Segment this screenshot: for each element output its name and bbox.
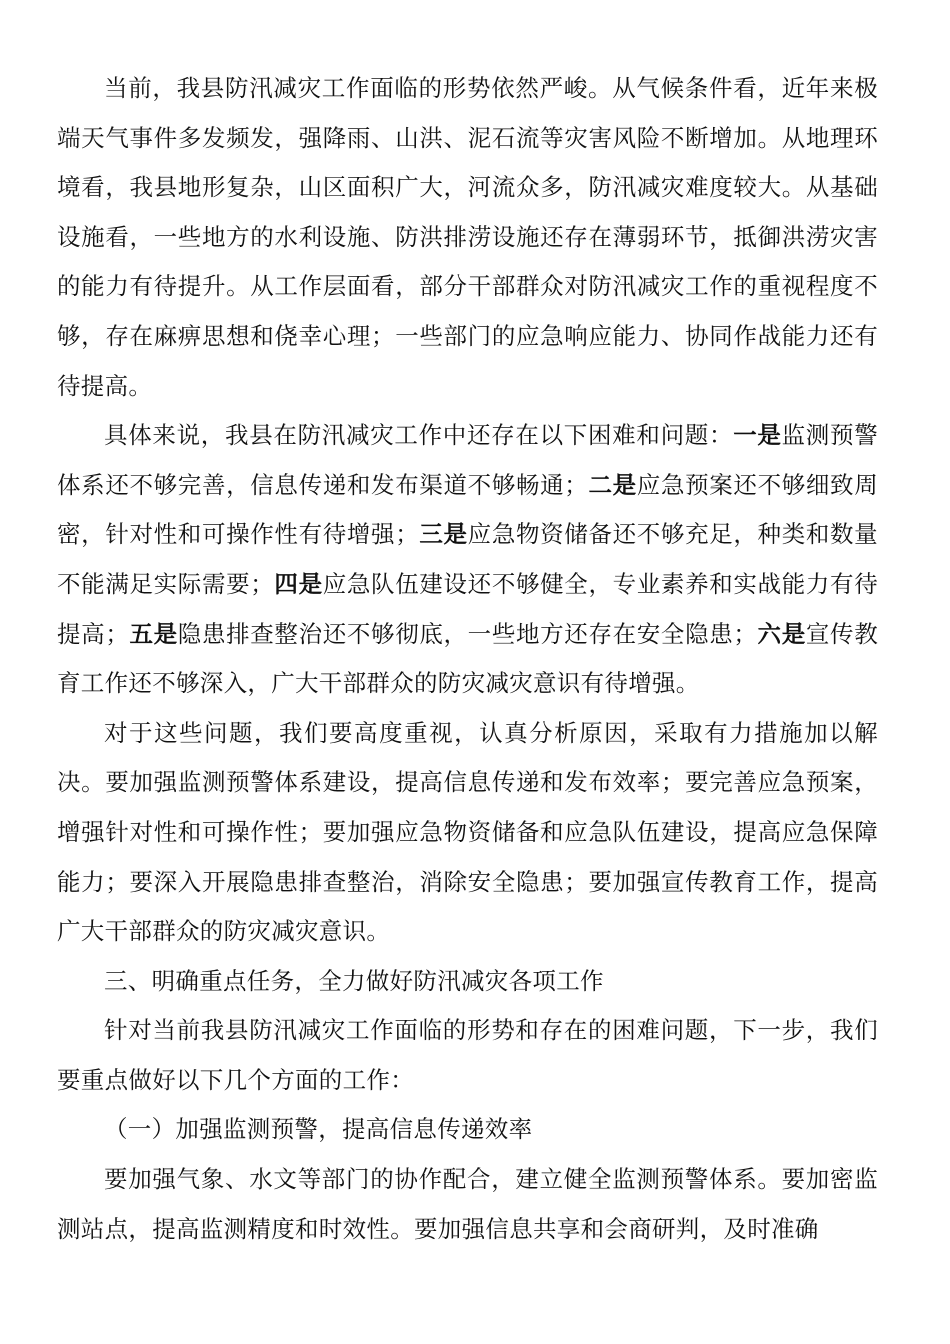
subheading-monitoring: （一）加强监测预警，提高信息传递效率	[104, 1115, 533, 1144]
document-body	[57, 64, 878, 1254]
problem-marker-2: 二是	[588, 470, 637, 499]
problem-marker-5: 五是	[129, 619, 178, 648]
paragraph-problems	[57, 411, 878, 709]
paragraph-situation: 当前，我县防汛减灾工作面临的形势依然严峻。从气候条件看，近年来极端天气事件多发频发，强降雨、山洪、泥石流等灾害风险不断增加。从地理环境看，我县地形复杂，山区面积广大，河流众多，防汛减灾难度较大。从基础设施看，一些地方的水利设施、防洪排涝设施还存在薄弱环节，抵御洪涝灾害的能力有待提升。从工作层面看，部分干部群众对防汛减灾工作的重视程度不够，存在麻痹思想和侥幸心理；一些部门的应急响应能力、协同作战能力还有待提高。	[57, 74, 878, 400]
problem-marker-6: 六是	[757, 619, 806, 648]
paragraph-solutions: 对于这些问题，我们要高度重视，认真分析原因，采取有力措施加以解决。要加强监测预警体系建设，提高信息传递和发布效率；要完善应急预案，增强针对性和可操作性；要加强应急物资储备和应急队伍建设，提高应急保障能力；要深入开展隐患排查整治，消除安全隐患；要加强宣传教育工作，提高广大干部群众的防灾减灾意识。	[57, 718, 878, 946]
problems-intro: 具体来说，我县在防汛减灾工作中还存在以下困难和问题：	[104, 421, 734, 450]
problem-text-4: 应急队伍建设还不够健全，专业素养和实战能力有待提高；	[57, 569, 878, 648]
problem-text-6: 宣传教育工作还不够深入，广大干部群众的防灾减灾意识有待增强。	[57, 619, 878, 698]
problem-text-1: 监测预警体系还不够完善，信息传递和发布渠道不够畅通；	[57, 421, 878, 499]
problem-text-5: 隐患排查整治还不够彻底，一些地方还存在安全隐患；	[177, 619, 758, 648]
paragraph-monitoring: 要加强气象、水文等部门的协作配合，建立健全监测预警体系。要加密监测站点，提高监测精度和时效性。要加强信息共享和会商研判，及时准确	[57, 1165, 878, 1243]
problem-text-2: 应急预案还不够细致周密，针对性和可操作性有待增强；	[57, 470, 878, 549]
section-heading: 三、明确重点任务，全力做好防汛减灾各项工作	[104, 966, 604, 995]
problem-marker-1: 一是	[733, 421, 782, 450]
problem-marker-4: 四是	[274, 569, 323, 598]
problem-marker-3: 三是	[419, 520, 468, 549]
problem-text-3: 应急物资储备还不够充足，种类和数量不能满足实际需要；	[57, 520, 878, 598]
paragraph-next-steps: 针对当前我县防汛减灾工作面临的形势和存在的困难问题，下一步，我们要重点做好以下几个方面的工作：	[57, 1016, 878, 1094]
